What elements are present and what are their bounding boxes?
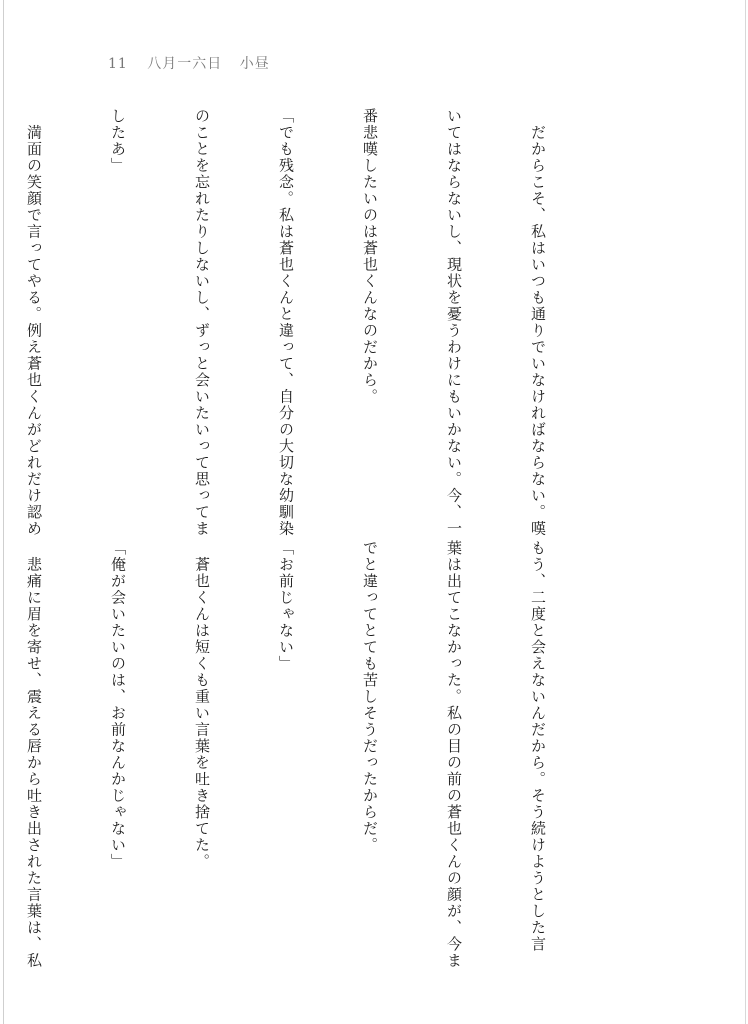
- text-block-top: [0, 108, 608, 537]
- running-header: [108, 53, 270, 73]
- text-line: したあ」: [109, 108, 127, 174]
- text-block-bottom: [0, 540, 608, 969]
- page-edge-right: [745, 0, 746, 1024]
- text-line: もう、二度と会えないんだから。そう続けようとした言: [529, 540, 547, 953]
- text-line: だからこそ、私はいつも通りでいなければならない。嘆: [529, 108, 547, 537]
- text-line: 番悲嘆したいのは蒼也くんなのだから。: [361, 108, 379, 405]
- text-line: 「お前じゃない」: [277, 540, 295, 672]
- section-title: 小昼: [239, 56, 270, 72]
- text-line: 葉は出てこなかった。私の目の前の蒼也くんの顔が、今ま: [445, 540, 463, 969]
- text-line: 「でも残念。私は蒼也くんと違って、自分の大切な幼馴染: [277, 108, 295, 537]
- text-line: いてはならないし、現状を憂うわけにもいかない。今、一: [445, 108, 463, 537]
- text-line: 「俺が会いたいのは、お前なんかじゃない」: [109, 540, 127, 870]
- text-line: のことを忘れたりしないし、ずっと会いたいって思ってま: [193, 108, 211, 537]
- text-line: 蒼也くんは短くも重い言葉を吐き捨てた。: [193, 540, 211, 870]
- text-line: でと違ってとても苦しそうだったからだ。: [361, 540, 379, 854]
- text-line: 悲痛に眉を寄せ、震える唇から吐き出された言葉は、私: [25, 540, 43, 969]
- text-line: 満面の笑顔で言ってやる。例え蒼也くんがどれだけ認め: [25, 108, 43, 537]
- chapter-title: 八月一六日: [147, 56, 223, 72]
- page-number: 11: [108, 56, 128, 72]
